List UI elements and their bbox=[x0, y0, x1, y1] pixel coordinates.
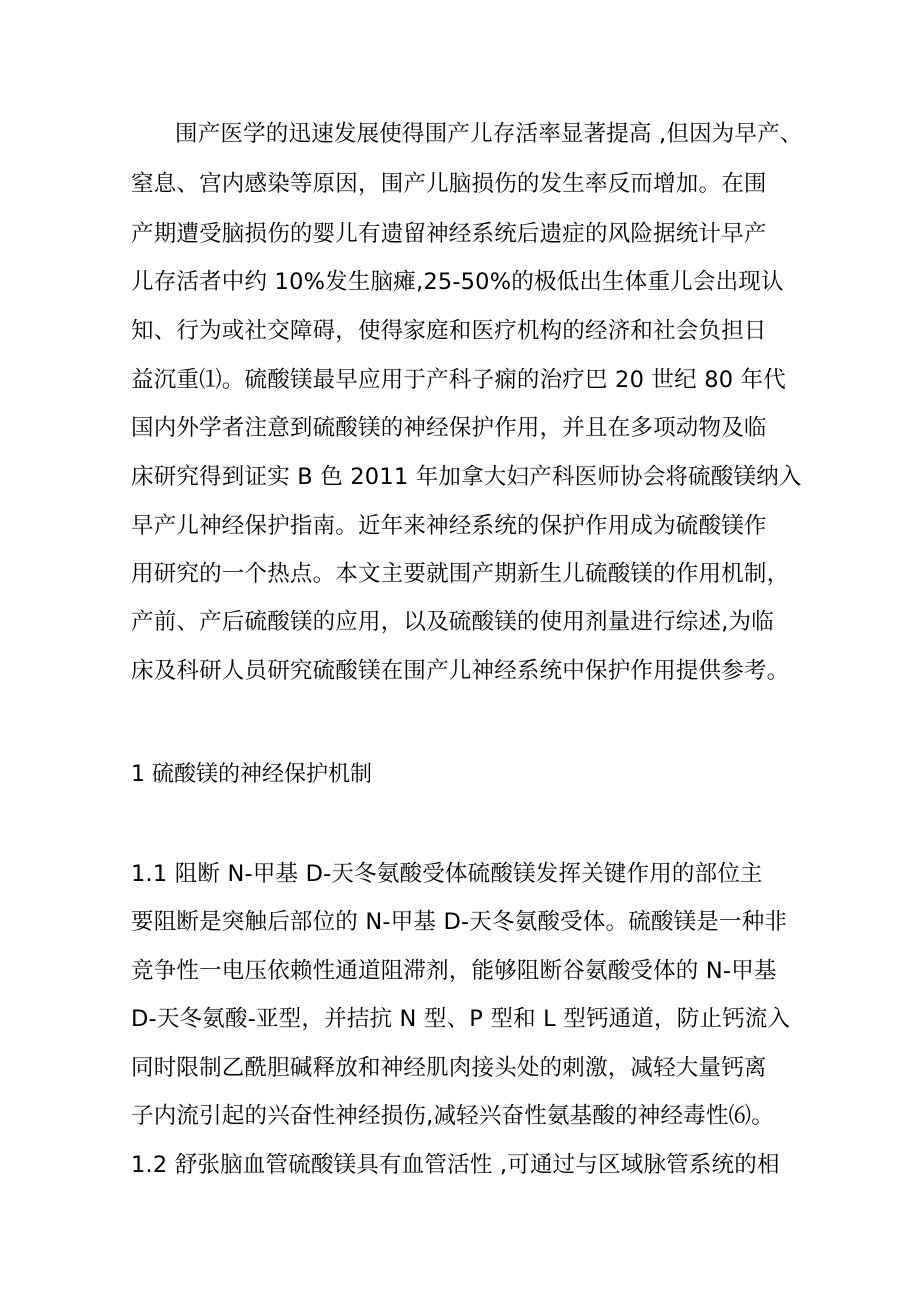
text-line: 竞争性一电压依赖性通道阻滞剂，能够阻断谷氨酸受体的 N-甲基 bbox=[131, 958, 777, 984]
text-line: 知、行为或社交障碍，使得家庭和医疗机构的经济和社会负担日 bbox=[131, 318, 767, 344]
text-line: 窒息、宫内感染等原因，围产儿脑损伤的发生率反而增加。在围 bbox=[131, 171, 767, 197]
text-line: 床研究得到证实 B 色 2011 年加拿大妇产科医师协会将硫酸镁纳入 bbox=[131, 464, 802, 490]
text-line: 儿存活者中约 10%发生脑瘫,25-50%的极低出生体重儿会出现认 bbox=[131, 269, 784, 295]
text-line: 要阻断是突触后部位的 N-甲基 D-天冬氨酸受体。硫酸镁是一种非 bbox=[131, 909, 788, 935]
text-line: 国内外学者注意到硫酸镁的神经保护作用，并且在多项动物及临 bbox=[131, 415, 767, 441]
text-line: 子内流引起的兴奋性神经损伤,减轻兴奋性氨基酸的神经毒性⑹。 bbox=[131, 1103, 774, 1129]
text-line: 益沉重⑴。硫酸镁最早应用于产科子痫的治疗巴 20 世纪 80 年代 bbox=[131, 367, 786, 393]
text-line: 产期遭受脑损伤的婴儿有遗留神经系统后遗症的风险据统计早产 bbox=[131, 221, 767, 247]
text-line: 1.2 舒张脑血管硫酸镁具有血管活性 ,可通过与区域脉管系统的相 bbox=[131, 1152, 780, 1178]
text-line: 早产儿神经保护指南。近年来神经系统的保护作用成为硫酸镁作 bbox=[131, 513, 767, 539]
text-line: 床及科研人员研究硫酸镁在围产儿神经系统中保护作用提供参考。 bbox=[131, 658, 790, 684]
text-line: 用研究的一个热点。本文主要就围产期新生儿硫酸镁的作用机制， bbox=[131, 561, 790, 587]
text-line: 围产医学的迅速发展使得围产儿存活率显著提高 ,但因为早产、 bbox=[175, 121, 803, 147]
text-line: D-天冬氨酸-亚型，并拮抗 N 型、P 型和 L 型钙通道，防止钙流入 bbox=[131, 1006, 791, 1032]
text-line: 同时限制乙酰胆碱释放和神经肌肉接头处的刺激，减轻大量钙离 bbox=[131, 1055, 767, 1081]
section-heading: 1 硫酸镁的神经保护机制 bbox=[131, 762, 372, 787]
text-line: 产前、产后硫酸镁的应用，以及硫酸镁的使用剂量进行综述,为临 bbox=[131, 609, 774, 635]
text-line: 1.1 阻断 N-甲基 D-天冬氨酸受体硫酸镁发挥关键作用的部位主 bbox=[131, 861, 763, 887]
